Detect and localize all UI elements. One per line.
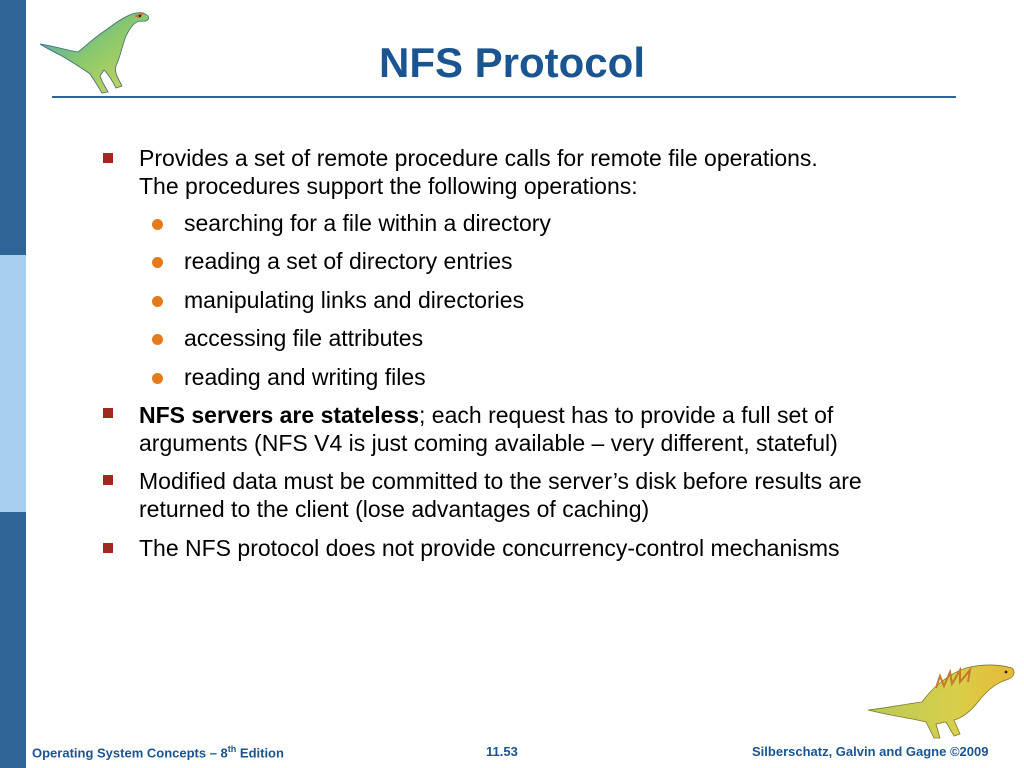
square-bullet-icon xyxy=(103,153,113,163)
round-bullet-icon xyxy=(152,334,163,345)
bullet-2-bold-text: NFS servers are stateless xyxy=(139,402,420,428)
footer-book-title-text: Operating System Concepts – 8 xyxy=(32,745,228,761)
square-bullet-icon xyxy=(103,543,113,553)
footer-book-title xyxy=(32,744,284,760)
round-bullet-icon xyxy=(152,219,163,230)
round-bullet-icon xyxy=(152,257,163,268)
footer-page-number: 11.53 xyxy=(486,744,518,759)
slide-title: NFS Protocol xyxy=(378,39,645,86)
sub-item: manipulating links and directories xyxy=(184,287,525,313)
bullet-2-line-2: arguments (NFS V4 is just coming available – very different, stateful) xyxy=(139,430,838,456)
bullet-1-line-1: Provides a set of remote procedure calls for remote file operations. xyxy=(139,145,818,171)
footer-authors: Silberschatz, Galvin and Gagne ©2009 xyxy=(752,744,989,759)
sub-item: reading a set of directory entries xyxy=(184,248,513,274)
bullet-3-line-2: returned to the client (lose advantages of caching) xyxy=(139,496,650,522)
sub-item: reading and writing files xyxy=(184,364,426,390)
round-bullet-icon xyxy=(152,373,163,384)
square-bullet-icon xyxy=(103,475,113,485)
bullet-1-line-2: The procedures support the following operations: xyxy=(139,173,638,199)
sub-item: searching for a file within a directory xyxy=(184,210,551,236)
square-bullet-icon xyxy=(103,408,113,418)
round-bullet-icon xyxy=(152,296,163,307)
bullet-2-rest-text: ; each request has to provide a full set of xyxy=(419,402,834,428)
footer-edition-text: Edition xyxy=(236,745,284,761)
sub-item: accessing file attributes xyxy=(184,325,424,351)
footer-edition-superscript: th xyxy=(227,744,237,754)
bullet-4-line-1: The NFS protocol does not provide concurrency-control mechanisms xyxy=(139,535,840,561)
bullet-2-line-1 xyxy=(139,401,833,429)
bullet-3-line-1: Modified data must be committed to the server’s disk before results are xyxy=(139,468,862,494)
